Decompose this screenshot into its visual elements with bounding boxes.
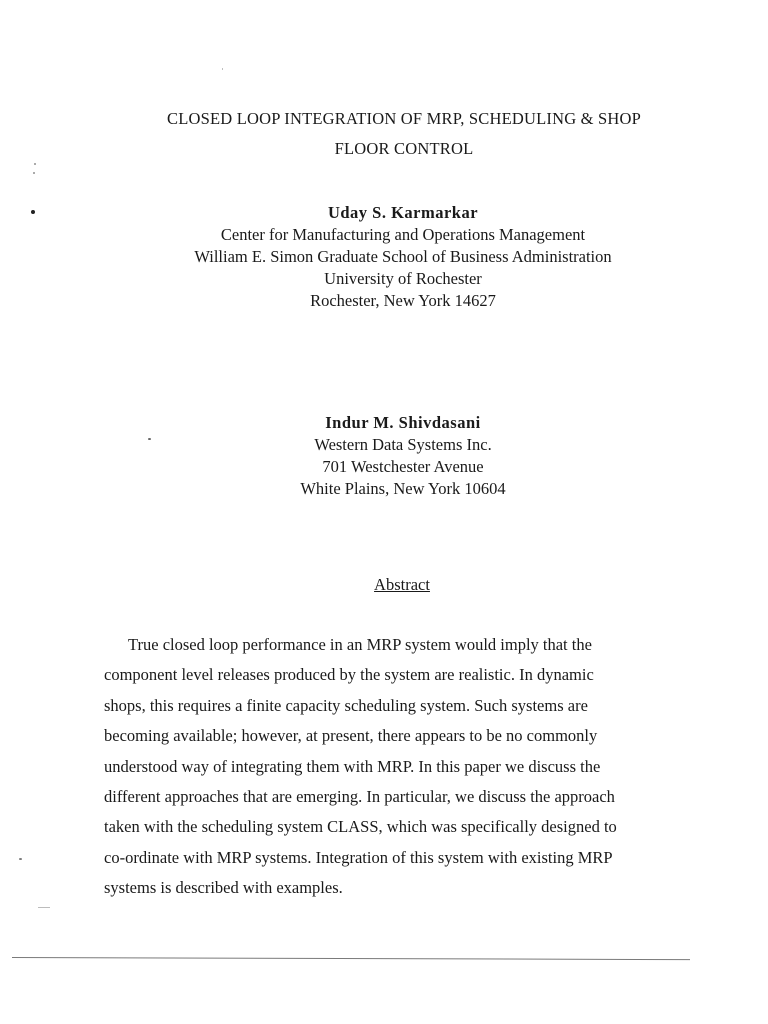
abstract-line: co-ordinate with MRP systems. Integration of this system with existing MRP — [104, 847, 613, 867]
paper-title-line-1: CLOSED LOOP INTEGRATION OF MRP, SCHEDULING & SHOP — [167, 109, 641, 128]
author-affiliation-line: University of Rochester — [324, 269, 482, 288]
scan-speck — [33, 172, 35, 174]
scan-speck — [148, 438, 151, 440]
author-affiliation-line: William E. Simon Graduate School of Business Administration — [194, 247, 612, 266]
author-affiliation-line: Western Data Systems Inc. — [314, 435, 492, 454]
author-block-2 — [0, 412, 768, 500]
scan-speck — [38, 907, 50, 908]
author-affiliation-line: Center for Manufacturing and Operations Management — [220, 225, 586, 244]
scan-speck — [31, 210, 35, 214]
abstract-line: becoming available; however, at present, there appears to be no commonly — [104, 726, 598, 746]
author-affiliation-line: Rochester, New York 14627 — [310, 291, 496, 310]
footer-rule — [12, 957, 690, 960]
author-affiliation-line: White Plains, New York 10604 — [300, 479, 506, 498]
scan-speck — [19, 858, 22, 860]
scan-speck — [222, 68, 223, 70]
abstract-heading: Abstract — [374, 575, 430, 594]
abstract-line: shops, this requires a finite capacity scheduling system. Such systems are — [104, 695, 588, 715]
author-name: Indur M. Shivdasani — [325, 413, 481, 432]
abstract-line: component level releases produced by the system are realistic. In dynamic — [104, 665, 594, 685]
scan-speck — [34, 163, 36, 165]
paper-title-line-2: FLOOR CONTROL — [334, 139, 474, 158]
abstract-line: True closed loop performance in an MRP system would imply that the — [128, 635, 592, 654]
abstract-body — [104, 630, 704, 904]
abstract-line: systems is described with examples. — [104, 878, 343, 898]
abstract-line: different approaches that are emerging. In particular, we discuss the approach — [104, 786, 615, 806]
abstract-line: understood way of integrating them with MRP. In this paper we discuss the — [104, 756, 601, 776]
author-name: Uday S. Karmarkar — [327, 203, 479, 222]
author-block-1 — [0, 202, 768, 312]
author-affiliation-line: 701 Westchester Avenue — [322, 457, 484, 476]
abstract-line: taken with the scheduling system CLASS, which was specifically designed to — [104, 817, 617, 837]
